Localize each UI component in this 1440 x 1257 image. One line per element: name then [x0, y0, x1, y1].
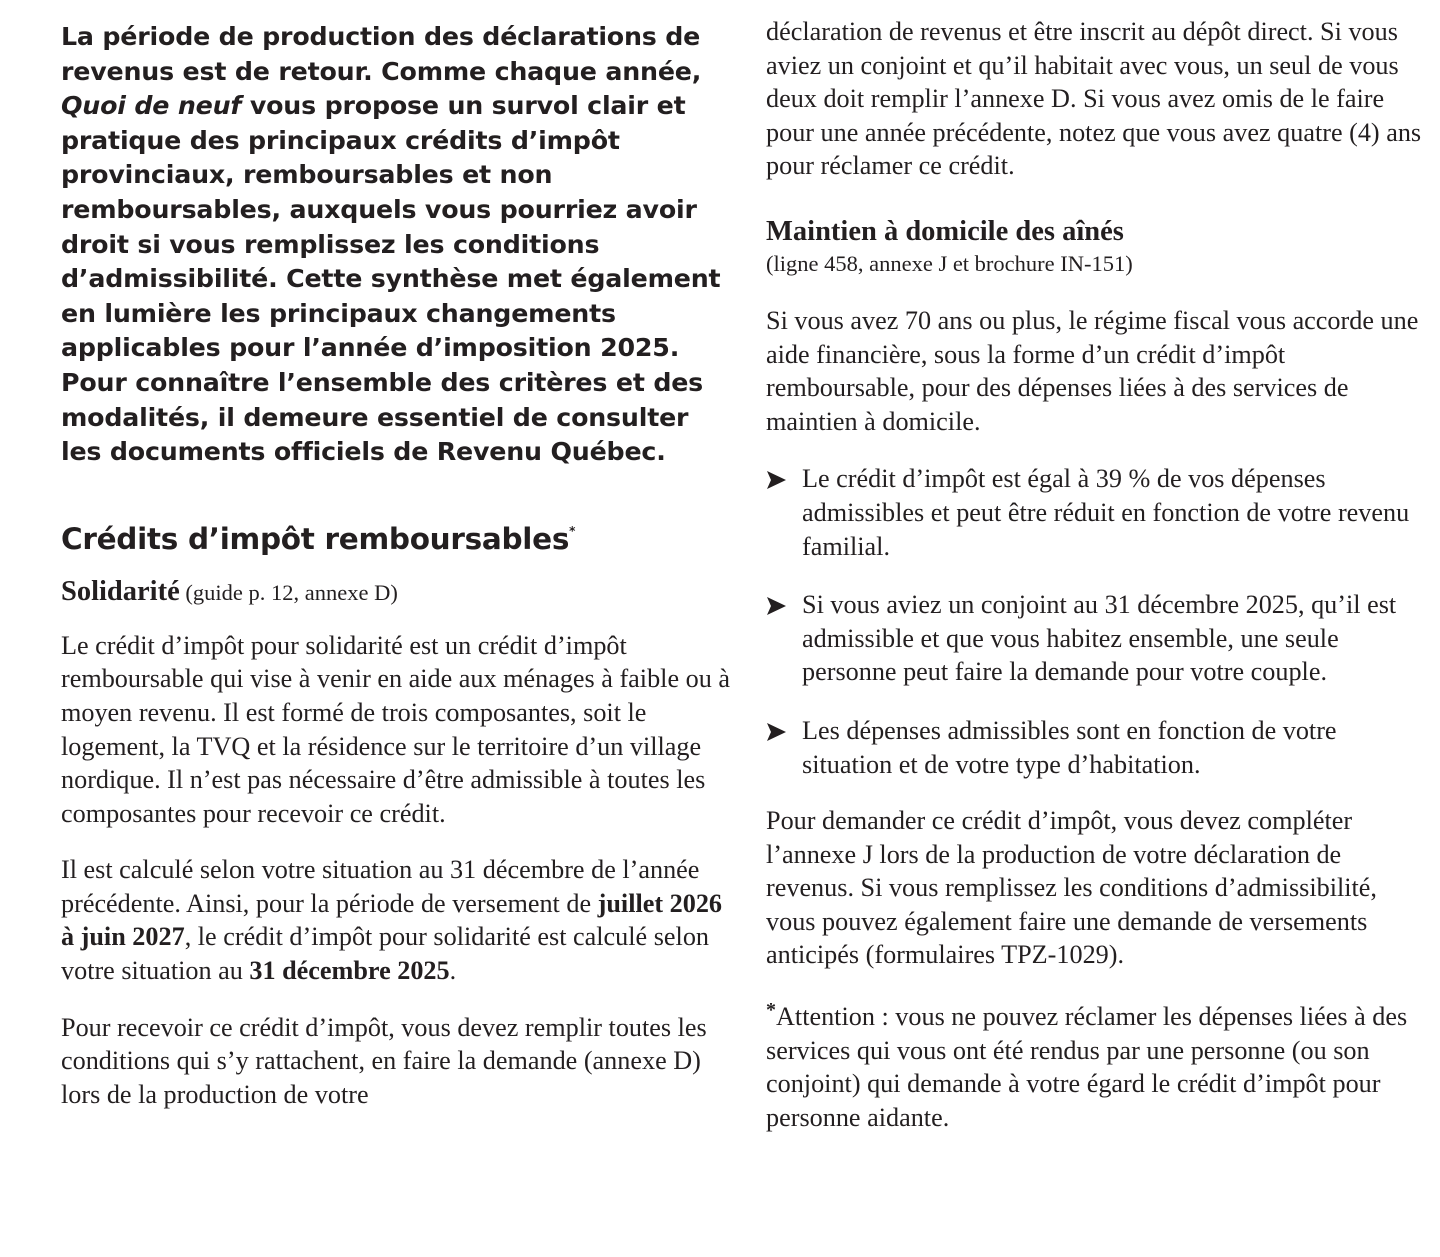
intro-text: La période de production des déclarations de revenus est de retour. Comme chaque année,	[61, 22, 702, 86]
footnote-marker: *	[569, 523, 576, 538]
para2-text-cont: , le crédit d’impôt pour solidarité est calculé selon votre situation au	[61, 922, 710, 986]
bullet-text: Le crédit d’impôt est égal à 39 % de vos dépenses admissibles et peut être réduit en fonction de votre revenu familial.	[802, 464, 1410, 561]
bullet-text: Les dépenses admissibles sont en fonction de votre situation et de votre type d’habitation.	[802, 715, 1337, 779]
bullet-text: Si vous aviez un conjoint au 31 décembre 2025, qu’il est admissible et que vous habitez ensemble, une seule personne peut faire la demande pour votre couple.	[802, 590, 1397, 687]
footnote-marker: *	[766, 999, 776, 1022]
solidarite-heading	[61, 575, 731, 609]
left-column	[61, 0, 731, 1111]
intro-text-cont: vous propose un survol clair et pratique des principaux crédits d’impôt provinciaux, remboursables et non remboursables, auxquels vous pourriez avoir droit si vous remplissez les conditions d’admissibilité. Cette synthèse met également en lumière les principaux changements applicables pour l’année d’imposition 2025. Pour connaître l’ensemble des critères et des modalités, il demeure essentiel de consulter les documents officiels de Revenu Québec.	[61, 91, 721, 467]
arrow-bullet-icon	[766, 723, 786, 741]
section-title-text: Crédits d’impôt remboursables	[61, 521, 570, 556]
solidarite-para3-continued: déclaration de revenus et être inscrit au dépôt direct. Si vous aviez un conjoint et qu’il habitait avec vous, un seul de vous deux doit remplir l’annexe D. Si vous avez omis de le faire pour une année précédente, notez que vous avez quatre (4) ans pour réclamer ce crédit.	[766, 17, 1422, 181]
solidarite-para2	[61, 853, 731, 987]
solidarite-title: Solidarité	[61, 575, 180, 607]
intro-paragraph	[61, 20, 731, 470]
right-column	[766, 0, 1426, 1134]
reference-date: 31 décembre 2025	[249, 956, 450, 986]
solidarite-ref: (guide p. 12, annexe D)	[179, 579, 398, 605]
maintien-ref: (ligne 458, annexe J et brochure IN-151)	[766, 250, 1133, 276]
section-title	[61, 513, 731, 557]
para2-end: .	[449, 956, 457, 986]
maintien-title: Maintien à domicile des aînés	[766, 215, 1124, 247]
arrow-bullet-icon	[766, 597, 786, 615]
solidarite-para3: Pour recevoir ce crédit d’impôt, vous devez remplir toutes les conditions qui s’y rattachent, en faire la demande (annexe D) lors de la production de votre	[61, 1012, 707, 1109]
bullet-item	[766, 462, 1426, 563]
solidarite-para1: Le crédit d’impôt pour solidarité est un crédit d’impôt remboursable qui vise à venir en aide aux ménages à faible ou à moyen revenu. Il est formé de trois composantes, soit le logement, la TVQ et la résidence sur le territoire d’un village nordique. Il n’est pas nécessaire d’être admissible à toutes les composantes pour recevoir ce crédit.	[61, 630, 730, 828]
para2-text: Il est calculé selon votre situation au 31 décembre de l’année précédente. Ainsi, pour la période de versement de	[61, 855, 700, 918]
maintien-heading	[766, 215, 1426, 279]
attention-text: Attention : vous ne pouvez réclamer les dépenses liées à des services qui vous ont été rendus par une personne (ou son conjoint) qui demande à votre égard le crédit d’impôt pour personne aidante.	[766, 1002, 1408, 1132]
bullet-item	[766, 588, 1426, 689]
maintien-bullets	[766, 462, 1426, 781]
bullet-item	[766, 714, 1426, 781]
maintien-para2: Pour demander ce crédit d’impôt, vous devez compléter l’annexe J lors de la production de votre déclaration de revenus. Si vous remplissez les conditions d’admissibilité, vous pouvez également faire une demande de versements anticipés (formulaires TPZ-1029).	[766, 806, 1377, 970]
payment-period: juillet 2026 à juin 2027	[61, 888, 723, 952]
attention-note	[766, 994, 1426, 1134]
publication-name: Quoi de neuf	[61, 91, 242, 121]
maintien-para1: Si vous avez 70 ans ou plus, le régime fiscal vous accorde une aide financière, sous la forme d’un crédit d’impôt remboursable, pour des dépenses liées à des services de maintien à domicile.	[766, 305, 1419, 436]
arrow-bullet-icon	[766, 471, 786, 489]
